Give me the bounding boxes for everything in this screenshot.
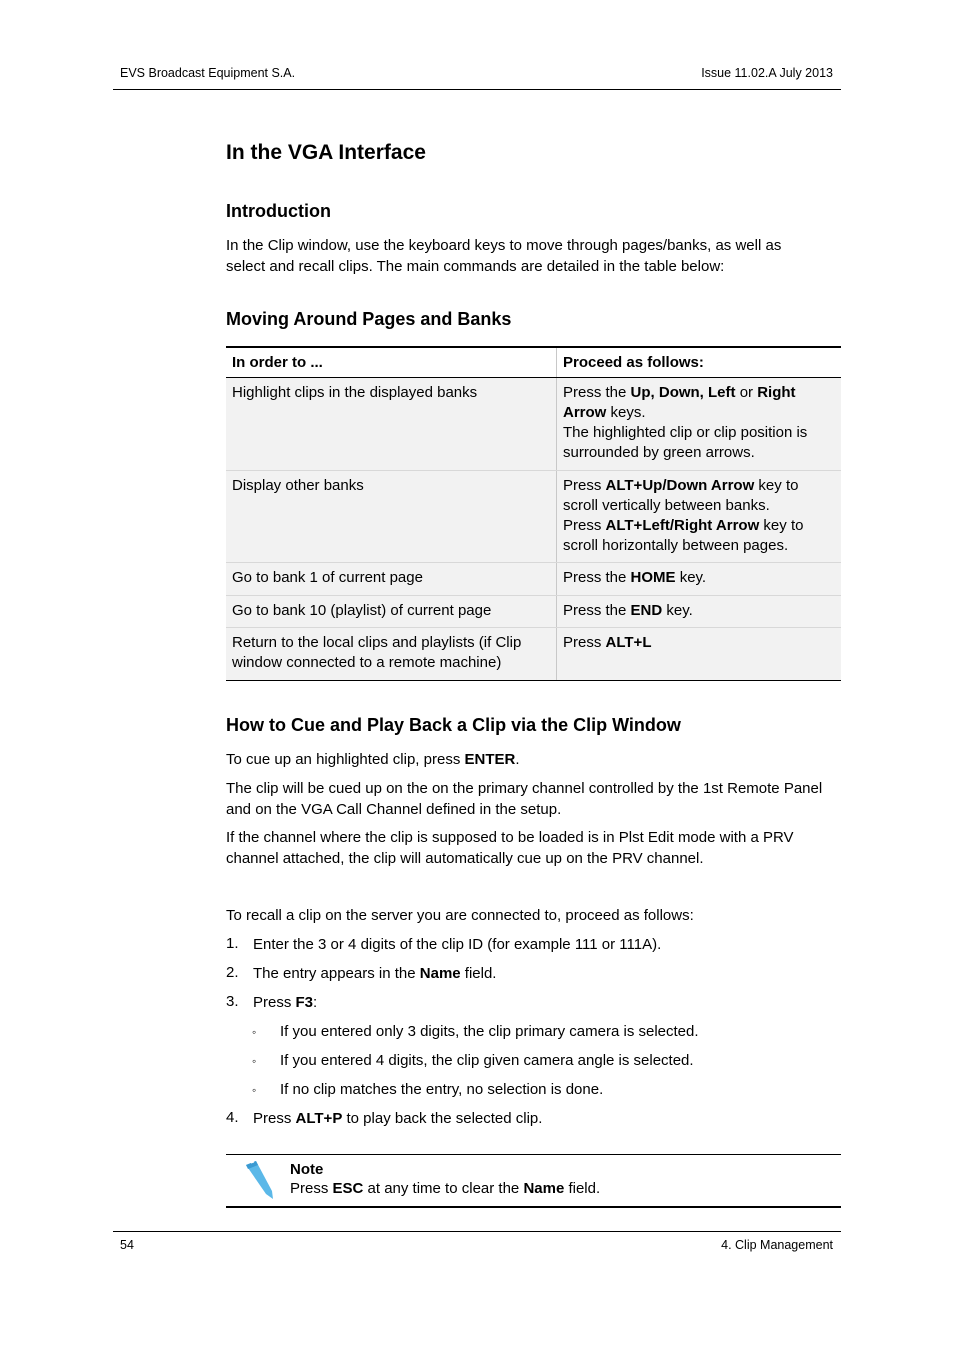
action-cell: Display other banks (226, 471, 557, 563)
procedure-cell: Press ALT+Up/Down Arrow key to scroll vertically between banks. Press ALT+Left/Right Arrow key to scroll horizontally between pages. (557, 471, 842, 563)
column-header-action: In order to ... (226, 347, 557, 378)
step-number: 2. (226, 964, 239, 981)
commands-table (226, 346, 841, 681)
intro-paragraph (226, 236, 841, 277)
bullet-icon: ◦ (252, 1025, 257, 1039)
sub-step-1: If you entered only 3 digits, the clip primary camera is selected. (280, 1023, 699, 1040)
step-1: Enter the 3 or 4 digits of the clip ID (for example 111 or 111A). (253, 936, 662, 953)
recall-paragraph: To recall a clip on the server you are connected to, proceed as follows: (226, 907, 694, 924)
header-company: EVS Broadcast Equipment S.A. (120, 66, 296, 80)
cue-paragraph-1: To cue up an highlighted clip, press ENTER. (226, 751, 520, 768)
table-row (226, 628, 841, 681)
procedure-cell: Press the END key. (557, 596, 842, 628)
note-text: Press ESC at any time to clear the Name field. (290, 1180, 601, 1197)
cue-paragraph-2: The clip will be cued up on the on the primary channel controlled by the 1st Remote Panel and on the VGA Call Channel defined in the setup. (226, 780, 823, 818)
table-row (226, 563, 841, 596)
note-box (226, 1154, 841, 1208)
intro-line-1: In the Clip window, use the keyboard keys to move through pages/banks, as well as (226, 237, 782, 254)
moving-heading: Moving Around Pages and Banks (226, 309, 512, 329)
step-4: Press ALT+P to play back the selected clip. (253, 1110, 543, 1127)
column-header-procedure: Proceed as follows: (557, 347, 842, 378)
introduction-heading: Introduction (226, 201, 331, 221)
table-row (226, 378, 841, 471)
bullet-icon: ◦ (252, 1054, 257, 1068)
step-3: Press F3: (253, 994, 318, 1011)
cue-heading: How to Cue and Play Back a Clip via the Clip Window (226, 715, 681, 735)
procedure-cell: Press the HOME key. (557, 563, 842, 596)
procedure-cell: Press the Up, Down, Left or Right Arrow keys. The highlighted clip or clip position is surrounded by green arrows. (557, 378, 842, 471)
table-header-row (226, 347, 841, 378)
action-cell: Go to bank 1 of current page (226, 563, 557, 596)
header-issue: Issue 11.02.A July 2013 (701, 66, 833, 80)
step-number: 3. (226, 993, 239, 1010)
sub-step-2: If you entered 4 digits, the clip given camera angle is selected. (280, 1052, 694, 1069)
cue-paragraph-3: If the channel where the clip is supposed to be loaded is in Plst Edit mode with a PRV channel attached, the clip will automatically cue up on the PRV channel. (226, 829, 794, 867)
note-title: Note (290, 1161, 324, 1178)
action-cell: Go to bank 10 (playlist) of current page (226, 596, 557, 628)
procedure-cell: Press ALT+L (557, 628, 842, 681)
step-number: 1. (226, 935, 239, 952)
pencil-icon (242, 1159, 276, 1204)
action-cell: Highlight clips in the displayed banks (226, 378, 557, 471)
step-2: The entry appears in the Name field. (253, 965, 497, 982)
intro-line-2: select and recall clips. The main commands are detailed in the table below: (226, 257, 725, 275)
bullet-icon: ◦ (252, 1083, 257, 1097)
header-rule (113, 89, 841, 90)
page-number: 54 (120, 1238, 134, 1252)
table-row (226, 596, 841, 628)
action-cell: Return to the local clips and playlists (if Clip window connected to a remote machine) (226, 628, 557, 681)
table-row (226, 471, 841, 563)
step-number: 4. (226, 1109, 239, 1126)
footer-rule (113, 1231, 841, 1232)
page-title: In the VGA Interface (226, 141, 426, 164)
footer-chapter: 4. Clip Management (721, 1238, 833, 1252)
sub-step-3: If no clip matches the entry, no selection is done. (280, 1081, 604, 1098)
